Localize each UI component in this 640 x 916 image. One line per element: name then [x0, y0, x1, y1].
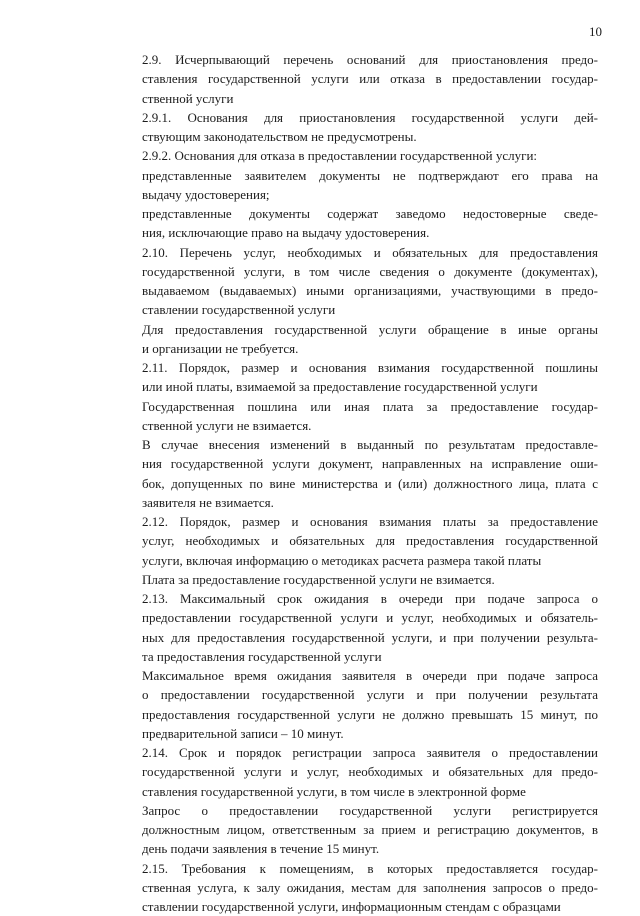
text-line: ственной услуги не взимается. — [104, 416, 598, 435]
paragraph — [104, 204, 598, 243]
paragraph — [104, 435, 598, 512]
text-line: 2.9.2. Основания для отказа в предоставлении государственной услуги: — [104, 146, 598, 165]
text-line: ставления государственной услуги или отказа в предоставлении государ- — [104, 69, 598, 88]
text-line: представленные документы содержат заведомо недостоверные сведе- — [104, 204, 598, 223]
text-line: В случае внесения изменений в выданный по результатам предоставле- — [104, 435, 598, 454]
paragraph — [104, 397, 598, 436]
text-line: ния, исключающие право на выдачу удостоверения. — [104, 223, 598, 242]
text-line: ставлении государственной услуги, информационным стендам с образцами — [104, 897, 598, 916]
text-line: та предоставления государственной услуги — [104, 647, 598, 666]
text-line: услуги, включая информацию о методиках расчета размера такой платы — [104, 551, 598, 570]
page-number: 10 — [589, 24, 602, 40]
text-line: 2.12. Порядок, размер и основания взимания платы за предоставление — [104, 512, 598, 531]
text-line: 2.9.1. Основания для приостановления государственной услуги дей- — [104, 108, 598, 127]
text-line: ния государственной услуги документ, направленных на исправление оши- — [104, 454, 598, 473]
paragraph — [104, 512, 598, 570]
paragraph — [104, 146, 598, 165]
text-line: день подачи заявления в течение 15 минут. — [104, 839, 598, 858]
text-line: или иной платы, взимаемой за предоставление государственной услуги — [104, 377, 598, 396]
paragraph — [104, 320, 598, 359]
text-line: о предоставлении государственной услуги и при получении результата — [104, 685, 598, 704]
text-line: представленные заявителем документы не подтверждают его права на — [104, 166, 598, 185]
paragraph — [104, 570, 598, 589]
text-line: предоставлении государственной услуги и услуг, необходимых и обязатель- — [104, 608, 598, 627]
text-line: выдачу удостоверения; — [104, 185, 598, 204]
paragraph — [104, 666, 598, 743]
paragraph — [104, 589, 598, 666]
text-line: 2.14. Срок и порядок регистрации запроса заявителя о предоставлении — [104, 743, 598, 762]
text-line: ственная услуга, к залу ожидания, местам для заполнения запросов о предо- — [104, 878, 598, 897]
paragraph — [104, 801, 598, 859]
text-line: предварительной записи – 10 минут. — [104, 724, 598, 743]
paragraph — [104, 50, 598, 108]
text-line: должностным лицом, ответственным за прием и регистрацию документов, в — [104, 820, 598, 839]
text-line: бок, допущенных по вине министерства и (или) должностного лица, плата с — [104, 474, 598, 493]
text-line: 2.15. Требования к помещениям, в которых предоставляется государ- — [104, 859, 598, 878]
paragraph — [104, 166, 598, 205]
text-line: 2.10. Перечень услуг, необходимых и обязательных для предоставления — [104, 243, 598, 262]
text-line: Государственная пошлина или иная плата за предоставление государ- — [104, 397, 598, 416]
paragraph — [104, 358, 598, 397]
text-line: и организации не требуется. — [104, 339, 598, 358]
text-line: выдаваемом (выдаваемых) иными организациями, участвующими в предо- — [104, 281, 598, 300]
paragraph — [104, 743, 598, 801]
text-line: 2.13. Максимальный срок ожидания в очереди при подаче запроса о — [104, 589, 598, 608]
text-line: 2.9. Исчерпывающий перечень оснований для приостановления предо- — [104, 50, 598, 69]
paragraph — [104, 243, 598, 320]
text-line: 2.11. Порядок, размер и основания взимания государственной пошлины — [104, 358, 598, 377]
text-line: услуг, необходимых и обязательных для предоставления государственной — [104, 531, 598, 550]
document-body — [104, 50, 598, 916]
text-line: Плата за предоставление государственной услуги не взимается. — [104, 570, 598, 589]
text-line: ставлении государственной услуги — [104, 300, 598, 319]
text-line: заявителя не взимается. — [104, 493, 598, 512]
text-line: ственной услуги — [104, 89, 598, 108]
text-line: Максимальное время ожидания заявителя в очереди при подаче запроса — [104, 666, 598, 685]
text-line: ставления государственной услуги, в том числе в электронной форме — [104, 782, 598, 801]
paragraph — [104, 108, 598, 147]
text-line: Для предоставления государственной услуги обращение в иные органы — [104, 320, 598, 339]
text-line: государственной услуги, в том числе сведения о документе (документах), — [104, 262, 598, 281]
text-line: государственной услуги и услуг, необходимых и обязательных для предо- — [104, 762, 598, 781]
text-line: ствующим законодательством не предусмотрены. — [104, 127, 598, 146]
text-line: ных для предоставления государственной услуги, и при получении результа- — [104, 628, 598, 647]
text-line: Запрос о предоставлении государственной услуги регистрируется — [104, 801, 598, 820]
text-line: предоставления государственной услуги не должно превышать 15 минут, по — [104, 705, 598, 724]
paragraph — [104, 859, 598, 916]
